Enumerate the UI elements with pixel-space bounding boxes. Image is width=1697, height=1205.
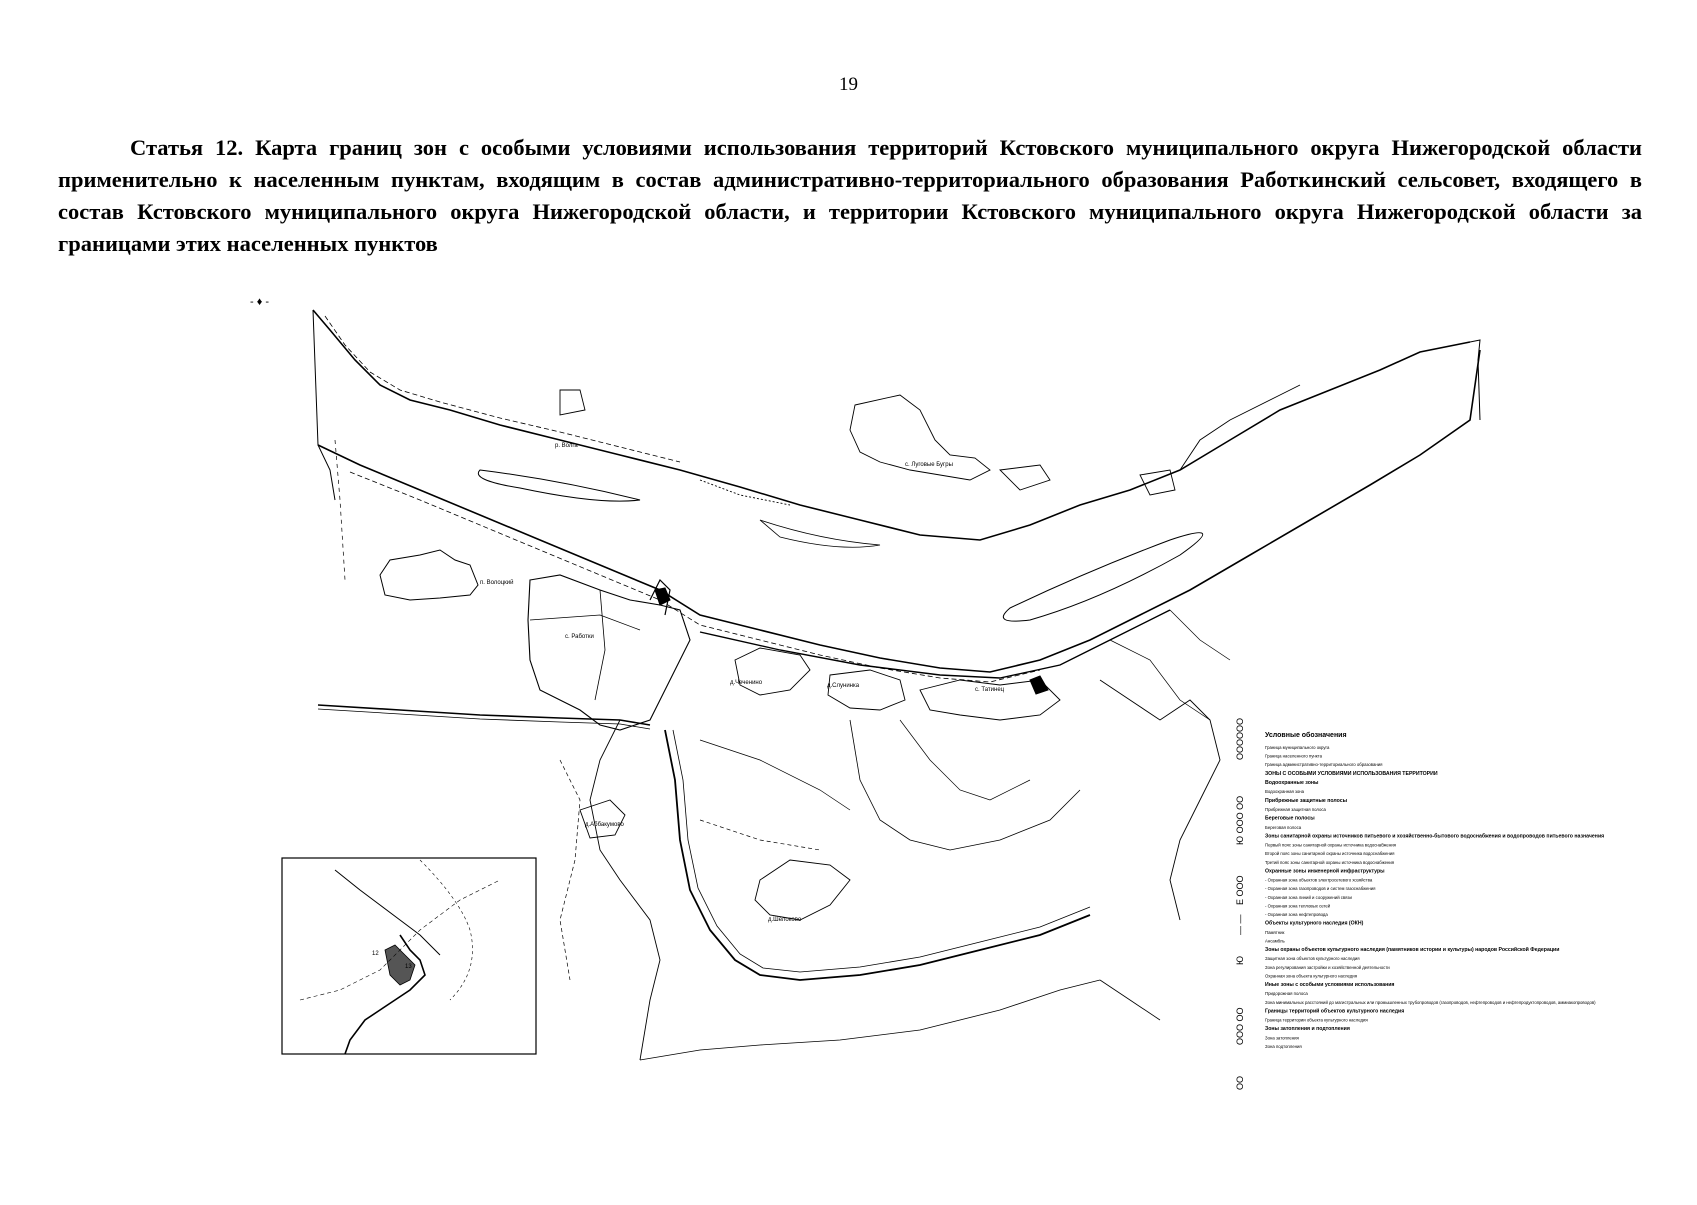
page-number: 19 (839, 74, 858, 95)
side-code: Е ООО (1235, 875, 1245, 905)
label-voloka: п. Волоцкий (480, 580, 514, 586)
legend-item: Граница территории объекта культурного наследия (1265, 1017, 1368, 1023)
label-rabotki: с. Работки (565, 634, 594, 640)
legend-item: Второй пояс зоны санитарной охраны источника водоснабжения (1265, 851, 1395, 857)
legend-item: Зона затопления (1265, 1035, 1299, 1041)
legend-item: Водоохранная зона (1265, 789, 1305, 795)
label-volga: р. Волга (555, 443, 578, 449)
label-sluninka: д.Слунинка (827, 683, 860, 689)
legend-heading: Водоохранные зоны (1265, 780, 1319, 786)
legend-item: Зона подтопления (1265, 1044, 1302, 1049)
legend-item: Прибрежная защитная полоса (1265, 807, 1326, 812)
legend-heading: Прибрежные защитные полосы (1265, 797, 1348, 804)
label-lugovye-bugry: с. Луговые Бугры (905, 462, 953, 468)
side-code: — — (1235, 914, 1245, 935)
label-chechenino: д.Чеченино (730, 680, 763, 686)
legend-heading: ЗОНЫ С ОСОБЫМИ УСЛОВИЯМИ ИСПОЛЬЗОВАНИЯ ТЕРРИТОРИИ (1265, 770, 1438, 777)
legend-item: - Охранная зона линий и сооружений связи (1265, 894, 1352, 900)
legend-heading: Зоны санитарной охраны источников питьевого и хозяйственно-бытового водоснабжения и водопроводов питьевого назначения (1265, 833, 1605, 840)
legend-item: Зона минимальных расстояний до магистральных или промышленных трубопроводов (газопроводов, нефтепроводов и нефтепродуктопроводов, аммиакопроводов) (1265, 999, 1596, 1005)
legend-item: - Охранная зона тепловых сетей (1265, 903, 1331, 909)
side-code: ОО (1235, 1075, 1245, 1090)
legend-item: Придорожная полоса (1265, 991, 1308, 997)
legend-item: Первый пояс зоны санитарной охраны источника водоснабжения (1265, 842, 1396, 848)
inset-map (282, 858, 536, 1054)
legend-heading: Охранные зоны инженерной инфраструктуры (1265, 868, 1385, 875)
legend-item: - Охранная зона объектов электросетевого хозяйства (1265, 877, 1373, 883)
legend-heading: Объекты культурного наследия (ОКН) (1265, 920, 1364, 927)
legend-item: Охранная зона объекта культурного наследия (1265, 973, 1358, 979)
north-marker: - ♦ - (250, 296, 270, 308)
side-codes (1235, 718, 1245, 1090)
side-code: ООО ОО (1235, 1007, 1245, 1045)
legend-item: Граница муниципального округа (1265, 745, 1330, 750)
legend-item: Защитная зона объектов культурного наследия (1265, 956, 1360, 962)
legend-item: Памятник (1265, 929, 1285, 935)
inset-label-12: 12 (372, 951, 379, 957)
legend-item: Третий пояс зоны санитарной охраны источника водоснабжения (1265, 859, 1395, 865)
legend-item: Ансамбль (1265, 938, 1285, 944)
legend-item: Граница административно-территориального образования (1265, 762, 1383, 768)
map-legend (1265, 731, 1604, 1049)
legend-heading: Иные зоны с особыми условиями использования (1265, 982, 1395, 988)
label-shelokovo: д.Шелоково (768, 917, 802, 923)
label-tatinets: с. Татинец (975, 687, 1005, 693)
legend-heading: Зоны охраны объектов культурного наследия (памятников истории и культуры) народов Российской Федерации (1265, 947, 1560, 953)
legend-heading: Границы территорий объектов культурного наследия (1265, 1008, 1405, 1015)
legend-item: Береговая полоса (1265, 824, 1302, 830)
legend-heading: Береговые полосы (1265, 815, 1315, 822)
side-code: ОООООО (1235, 717, 1245, 760)
north-bank-features (560, 385, 1300, 505)
legend-item: Зона регулирования застройки и хозяйственной деятельности (1265, 964, 1390, 970)
place-labels (480, 443, 1005, 923)
page-title: Статья 12. Карта границ зон с особыми условиями использования территорий Кстовского муниципального округа Нижегородской области применительно к населенным пунктам, входящим в состав административно-территориального образования Работкинский сельсовет, входящего в состав Кстовского муниципального округа Нижегородской области, и территории Кстовского муниципального округа Нижегородской области за границами этих населенных пунктов (58, 135, 1642, 256)
side-code: Ю ООО ОО (1235, 795, 1245, 845)
legend-item: - Охранная зона газопроводов и систем газоснабжения (1265, 886, 1376, 892)
label-abbakumovo: д.Аббакумово (585, 822, 624, 828)
inset-label-13: 13 (405, 964, 412, 970)
volga-river (313, 310, 1480, 682)
legend-heading: Зоны затопления и подтопления (1265, 1026, 1350, 1033)
legend-title: Условные обозначения (1265, 732, 1347, 739)
legend-item: - Охранная зона нефтепровода (1265, 912, 1328, 917)
side-code: Ю (1235, 955, 1245, 965)
legend-item: Граница населенного пункта (1265, 753, 1323, 759)
